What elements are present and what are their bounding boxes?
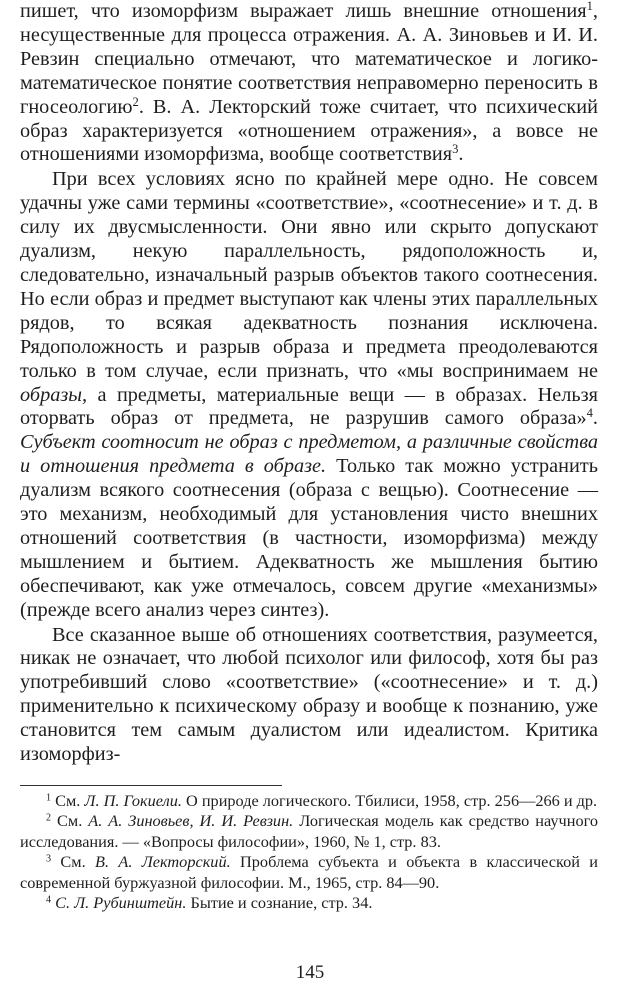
text-run: Все сказанное выше об отношениях соответствия, разумеется, никак не означает, что любой психолог или философ, хотя бы раз употребивший слово «соответствие» («соотнесение» и т. д.) применительно к психическому образу и вообще к познанию, уже становится тем самым дуалистом или идеалистом. Критика изоморфиз- — [20, 623, 598, 766]
italic-text: С. Л. Рубинштейн. — [55, 893, 187, 913]
text-run: а предметы, материальные вещи — в образах. Нельзя оторвать образ от предмета, не разрушив самого образа» — [20, 383, 598, 430]
text-run: Логическая модель как средство научного исследования. — «Вопросы философии», 1960, № 1, стр. 83. — [20, 811, 599, 851]
text-run: Бытие и сознание, стр. 34. — [186, 893, 373, 913]
footnotes — [20, 791, 598, 913]
text-run: См. — [51, 811, 89, 831]
paragraph — [20, 624, 598, 767]
footnote-marker: 1 — [46, 792, 52, 804]
text-run: Проблема субъекта и объекта в классической и современной буржуазной философии. М., 1965, стр. 84—90. — [20, 852, 599, 892]
text-run: См. — [51, 852, 96, 872]
text-run: . — [592, 407, 598, 430]
italic-text: Л. П. Гокиели. — [84, 791, 182, 810]
footnote-marker: 2 — [46, 812, 52, 824]
text-run: . — [458, 143, 464, 166]
text-run: О природе логического. Тбилиси, 1958, стр. 256—266 и др. — [181, 791, 598, 810]
footnote-marker: 3 — [452, 142, 459, 157]
footnote-marker: 4 — [586, 406, 593, 421]
text-run: пишет, что изоморфизм выражает лишь внешние отношения — [20, 0, 587, 22]
italic-text: образы, — [20, 383, 88, 406]
footnote-marker: 3 — [46, 853, 52, 865]
footnote — [20, 852, 598, 893]
footnote-marker: 2 — [132, 94, 139, 109]
footnote-marker: 1 — [586, 0, 593, 14]
footnote-separator — [20, 785, 282, 786]
footnote — [20, 791, 598, 811]
footnote — [20, 811, 598, 852]
footnote — [20, 893, 598, 913]
text-run: Только так можно устранить дуализм всякого соотнесения (образа с вещью). Соотнесение — это механизм, необходимый для установления чисто внешних отношений соответствия (в частности, изоморфизма) между мышлением и бытием. Адекватность же мышления бытию обеспечивают, как уже отмечалось, совсем другие «механизмы» (прежде всего анализ через синтез). — [20, 455, 599, 621]
italic-text: А. А. Зиновьев, И. И. Ревзин. — [88, 811, 294, 831]
text-run: При всех условиях ясно по крайней мере одно. Не совсем удачны уже сами термины «соответствие», «соотнесение» и т. д. в силу их двусмысленности. Они явно или скрыто допускают дуализм, некую параллельность, рядоположность и, следовательно, изначальный разрыв объектов такого соотнесения. Но если образ и предмет выступают как члены этих параллельных рядов, то всякая адекватность познания исключена. Рядоположность и разрыв образа и предмета преодолеваются только в том случае, если признать, что «мы воспринимаем не — [20, 168, 598, 382]
paragraph — [20, 0, 598, 167]
text-run: , несущественные для процесса отражения. А. А. Зиновьев и И. И. Ревзин специально отмечают, что математическое и логико-математическое понятие соответствия неправомерно переносить в гносеологию — [20, 0, 598, 118]
italic-text: В. А. Лекторский. — [95, 852, 231, 872]
text-run: . В. А. Лекторский тоже считает, что психический образ характеризуется «отношением отражения», а вовсе не отношениями изоморфизма, вообще соответствия — [20, 95, 598, 166]
main-text — [20, 0, 598, 767]
page-number: 145 — [295, 962, 325, 983]
footnote-marker: 4 — [46, 894, 52, 906]
italic-text: Субъект соотносит не образ с предметом, а различные свойства и отношения предмета в образе. — [20, 431, 598, 478]
text-run: См. — [51, 791, 85, 810]
paragraph — [20, 168, 598, 622]
